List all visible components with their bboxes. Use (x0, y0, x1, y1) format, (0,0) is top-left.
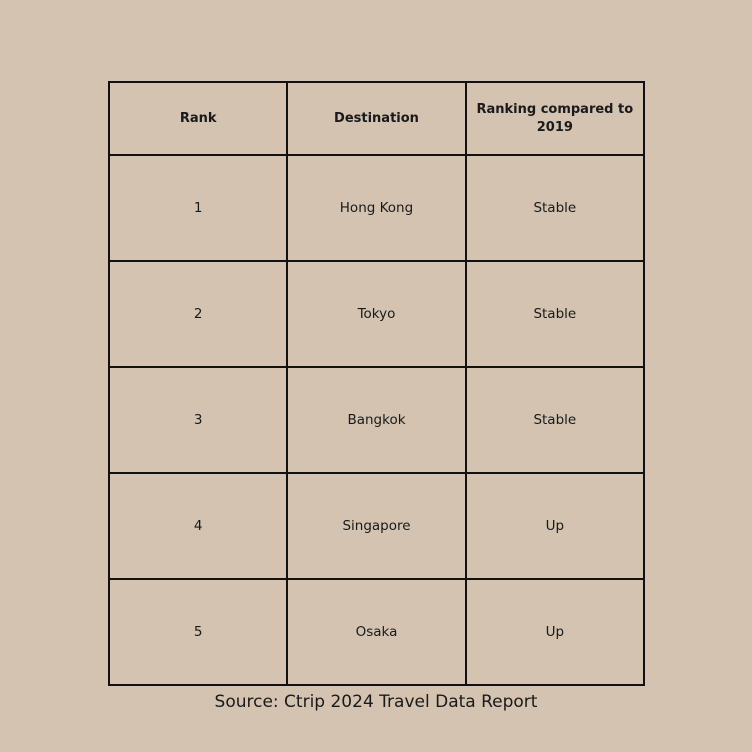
cell-ranking-change: Stable (466, 367, 644, 473)
cell-destination: Hong Kong (287, 155, 465, 261)
table-row (109, 473, 644, 579)
source-caption: Source: Ctrip 2024 Travel Data Report (214, 692, 538, 712)
cell-ranking-change: Stable (466, 155, 644, 261)
cell-rank: 5 (109, 579, 287, 685)
cell-destination: Tokyo (287, 261, 465, 367)
cell-rank: 3 (109, 367, 287, 473)
cell-destination: Bangkok (287, 367, 465, 473)
cell-destination: Osaka (287, 579, 465, 685)
cell-destination: Singapore (287, 473, 465, 579)
header-rank: Rank (109, 82, 287, 155)
table-row (109, 579, 644, 685)
header-ranking-compared: Ranking compared to 2019 (466, 82, 644, 155)
cell-ranking-change: Up (466, 579, 644, 685)
table-header-row (109, 82, 644, 155)
cell-ranking-change: Up (466, 473, 644, 579)
header-destination: Destination (287, 82, 465, 155)
table-row (109, 261, 644, 367)
ranking-table (108, 81, 645, 686)
cell-rank: 4 (109, 473, 287, 579)
table-row (109, 367, 644, 473)
table-row (109, 155, 644, 261)
cell-ranking-change: Stable (466, 261, 644, 367)
cell-rank: 1 (109, 155, 287, 261)
cell-rank: 2 (109, 261, 287, 367)
